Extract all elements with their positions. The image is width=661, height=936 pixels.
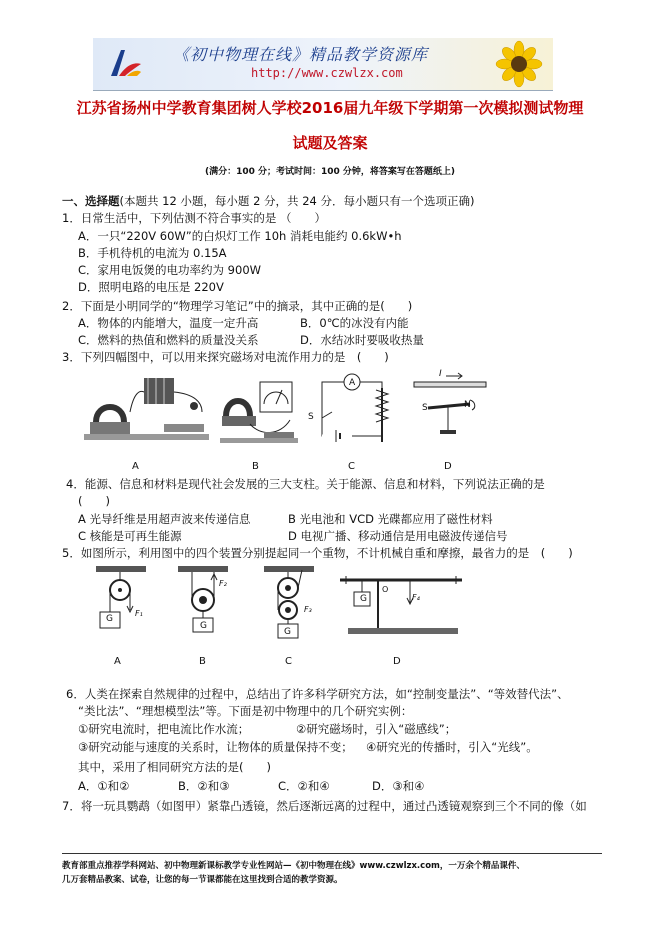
q3-ammeter-label: A: [349, 378, 356, 388]
q6-item-1: ①研究电流时，把电流比作水流；: [78, 722, 250, 736]
q2-option-d: D．水结冰时要吸收热量: [300, 333, 424, 347]
footer-divider: [62, 853, 602, 854]
q1-option-c: C．家用电饭煲的电功率约为 900W: [78, 263, 262, 277]
q4-paren: ( ): [78, 494, 110, 508]
q5-label-c: C: [285, 656, 292, 667]
exam-title-line2: 试题及答案: [292, 134, 368, 152]
q2-option-b: B．0℃的冰没有内能: [300, 316, 409, 330]
q3-north-label: N: [464, 400, 471, 410]
q3-stem: 3．下列四幅图中，可以用来探究磁场对电流作用力的是 ( ): [62, 350, 389, 364]
banner-url[interactable]: http://www.czwlzx.com: [251, 66, 403, 80]
q5-label-a: A: [114, 656, 121, 667]
q5-figure-a: [96, 566, 156, 646]
q5-force-f2: F₂: [219, 579, 227, 588]
q3-figure-a: [84, 372, 214, 452]
q5-label-b: B: [199, 656, 206, 667]
q5-force-f1: F₁: [135, 609, 143, 618]
footer-line2: 几万套精品教案、试卷，让您的每一节课都能在这里找到合适的教学资源。: [62, 875, 343, 885]
q6-option-b: B．②和③: [178, 779, 230, 793]
q5-weight-a: G: [106, 614, 113, 624]
q2-option-c: C．燃料的热值和燃料的质量没关系: [78, 333, 259, 347]
q1-stem: 1．日常生活中，下列估测不符合事实的是 （ ）: [62, 211, 326, 225]
q1-option-a: A．一只“220V 60W”的白炽灯工作 10h 消耗电能约 0.6kW•h: [78, 229, 402, 243]
q4-option-b: B 光电池和 VCD 光碟都应用了磁性材料: [288, 512, 493, 526]
q7-stem: 7．将一玩具鹦鹉（如图甲）紧靠凸透镜，然后逐渐远离的过程中，通过凸透镜观察到三个不同的像（如: [62, 799, 587, 813]
q4-option-d: D 电视广播、移动通信是用电磁波传递信号: [288, 529, 508, 543]
q6-stem-line1: 6．人类在探索自然规律的过程中，总结出了许多科学研究方法，如“控制变量法”、“等效替代法”、: [66, 687, 569, 701]
q5-figure-d: [338, 570, 468, 640]
q6-item-4: ④研究光的传播时，引入“光线”。: [366, 740, 538, 754]
q6-option-a: A．①和②: [78, 779, 130, 793]
q4-option-c: C 核能是可再生能源: [78, 529, 182, 543]
q5-stem: 5．如图所示，利用图中的四个装置分别提起同一个重物，不计机械自重和摩擦，最省力的是 ( ): [62, 546, 573, 560]
q3-label-d: D: [444, 461, 452, 472]
q3-south-label: S: [422, 403, 428, 413]
site-logo-icon: [107, 46, 143, 82]
q6-option-c: C．②和④: [278, 779, 330, 793]
q5-force-f4: F₄: [412, 593, 420, 602]
section-heading-row: [62, 194, 475, 209]
q5-figure-c: [264, 566, 324, 646]
q3-switch-label: S: [308, 412, 314, 422]
q3-current-label: I: [439, 369, 442, 379]
q4-option-a: A 光导纤维是用超声波来传递信息: [78, 512, 251, 526]
q3-figure-c: [318, 378, 398, 454]
q6-ask: 其中，采用了相同研究方法的是( ): [78, 760, 271, 774]
q3-label-b: B: [252, 461, 259, 472]
banner-title: 《初中物理在线》精品教学资源库: [173, 45, 429, 64]
q5-weight-d: G: [360, 594, 367, 604]
q5-figure-b: [178, 566, 238, 646]
q6-stem-line2: “类比法”、“理想模型法”等。下面是初中物理中的几个研究实例：: [78, 704, 413, 718]
q6-option-d: D．③和④: [372, 779, 425, 793]
site-banner: [93, 38, 553, 91]
page-footer: [62, 859, 602, 887]
q4-stem: 4．能源、信息和材料是现代社会发展的三大支柱。关于能源、信息和材料，下列说法正确的是: [66, 477, 545, 491]
exam-title-line1: 江苏省扬州中学教育集团树人学校2016届九年级下学期第一次模拟测试物理: [76, 99, 584, 117]
score-note: (满分：100 分；考试时间：100 分钟，将答案写在答题纸上): [204, 167, 456, 177]
q5-force-f3: F₃: [304, 605, 312, 614]
q5-weight-c: G: [284, 627, 291, 637]
q5-label-d: D: [393, 656, 401, 667]
q1-option-d: D．照明电路的电压是 220V: [78, 280, 224, 294]
sunflower-icon: [493, 40, 545, 88]
q2-stem: 2．下面是小明同学的“物理学习笔记”中的摘录，其中正确的是( ): [62, 299, 413, 313]
section-instructions: (本题共 12 小题，每小题 2 分，共 24 分．每小题只有一个选项正确): [119, 194, 475, 208]
q6-item-3: ③研究动能与速度的关系时，让物体的质量保持不变；: [78, 740, 353, 754]
q3-label-c: C: [348, 461, 355, 472]
q1-option-b: B．手机待机的电流为 0.15A: [78, 246, 227, 260]
q3-label-a: A: [132, 461, 139, 472]
footer-line1: 教育部重点推荐学科网站、初中物理新课标教学专业性网站—《初中物理在线》www.czwlzx.com，一万余个精品课件、: [62, 861, 525, 871]
section-heading: 一、选择题: [62, 194, 120, 208]
q3-figure-b: [220, 376, 300, 452]
q5-pivot-o: O: [382, 585, 389, 594]
q6-item-2: ②研究磁场时，引入“磁感线”；: [296, 722, 457, 736]
q2-option-a: A．物体的内能增大，温度一定升高: [78, 316, 259, 330]
q5-weight-b: G: [200, 621, 207, 631]
